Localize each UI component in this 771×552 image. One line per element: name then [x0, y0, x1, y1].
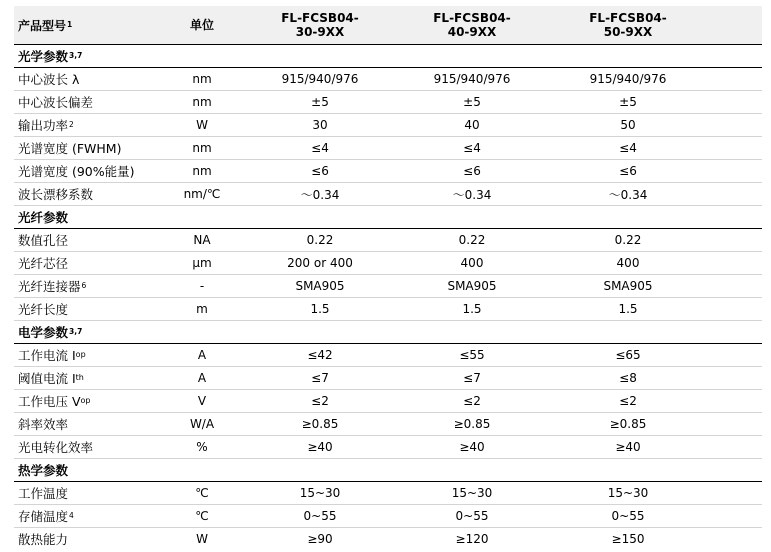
param-label: 阈值电流 I th — [18, 371, 84, 386]
value-50: 50 — [620, 118, 636, 132]
product-header-50: FL-FCSB04- 50-9XX — [589, 11, 667, 39]
value-30: ≥90 — [307, 532, 333, 546]
table-row — [14, 390, 762, 413]
param-label: 散热能力 — [18, 532, 69, 547]
value-40: 1.5 — [462, 302, 482, 316]
value-40: 0~55 — [455, 509, 489, 523]
value-30: ≤6 — [311, 164, 329, 178]
value-50: 915/940/976 — [589, 72, 667, 86]
value-40: ≤4 — [463, 141, 481, 155]
product-header-40: FL-FCSB04- 40-9XX — [433, 11, 511, 39]
section-title: 热学参数 — [18, 463, 69, 478]
table-row — [14, 344, 762, 367]
section-title: 光学参数 3,7 — [18, 49, 83, 64]
param-unit: μm — [192, 256, 212, 270]
param-label: 光纤长度 — [18, 302, 69, 317]
value-50: ±5 — [619, 95, 637, 109]
param-label: 中心波长偏差 — [18, 95, 94, 110]
value-30: 15~30 — [299, 486, 341, 500]
param-label: 波长漂移系数 — [18, 187, 94, 202]
value-50: ～0.34 — [608, 187, 648, 202]
param-unit: W/A — [189, 417, 215, 431]
table-row — [14, 183, 762, 206]
model-label: 产品型号 — [18, 18, 67, 33]
param-label: 数值孔径 — [18, 233, 69, 248]
param-label: 光谱宽度 (FWHM) — [18, 141, 122, 156]
param-unit: W — [196, 118, 208, 132]
param-unit: % — [196, 440, 208, 454]
value-30: 200 or 400 — [287, 256, 353, 270]
table-row — [14, 482, 762, 505]
value-40: ～0.34 — [452, 187, 492, 202]
table-row — [14, 160, 762, 183]
section-title: 电学参数 3,7 — [18, 325, 83, 340]
param-label: 工作电流 I op — [18, 348, 86, 363]
param-unit: NA — [193, 233, 211, 247]
value-50: ≥0.85 — [609, 417, 647, 431]
table-row — [14, 114, 762, 137]
value-50: ≥40 — [615, 440, 641, 454]
value-50: 0.22 — [614, 233, 642, 247]
param-unit: - — [199, 279, 205, 293]
param-unit: ℃ — [195, 486, 209, 500]
param-unit: nm — [192, 164, 212, 178]
table-row — [14, 68, 762, 91]
value-30: ～0.34 — [300, 187, 340, 202]
value-30: ≤7 — [311, 371, 329, 385]
value-30: ±5 — [311, 95, 329, 109]
value-50: 15~30 — [607, 486, 649, 500]
value-30: ≤4 — [311, 141, 329, 155]
value-40: 915/940/976 — [433, 72, 511, 86]
param-unit: ℃ — [195, 509, 209, 523]
table-body — [14, 45, 762, 550]
table-row — [14, 298, 762, 321]
value-50: ≤6 — [619, 164, 637, 178]
value-50: 1.5 — [618, 302, 638, 316]
param-unit: A — [197, 371, 207, 385]
table-row — [14, 436, 762, 459]
param-unit: W — [196, 532, 208, 546]
value-50: ≤2 — [619, 394, 637, 408]
value-50: ≤65 — [615, 348, 641, 362]
table-row — [14, 275, 762, 298]
param-label: 斜率效率 — [18, 417, 69, 432]
param-unit: V — [197, 394, 207, 408]
section-header — [14, 321, 762, 344]
section-header — [14, 45, 762, 68]
param-unit: nm — [192, 141, 212, 155]
param-unit: m — [196, 302, 208, 316]
product-header-30: FL-FCSB04- 30-9XX — [281, 11, 359, 39]
value-30: SMA905 — [295, 279, 345, 293]
value-30: ≤2 — [311, 394, 329, 408]
param-unit: nm/℃ — [183, 187, 221, 201]
param-unit: A — [197, 348, 207, 362]
value-30: 0~55 — [303, 509, 337, 523]
param-label: 中心波长 λ — [18, 72, 80, 87]
table-header — [14, 6, 762, 45]
value-40: 40 — [464, 118, 480, 132]
value-40: SMA905 — [447, 279, 497, 293]
section-header — [14, 459, 762, 482]
value-50: 400 — [616, 256, 640, 270]
spec-table — [14, 6, 762, 550]
param-unit: nm — [192, 95, 212, 109]
section-title: 光纤参数 — [18, 210, 69, 225]
value-40: 15~30 — [451, 486, 493, 500]
table-row — [14, 252, 762, 275]
section-header — [14, 206, 762, 229]
value-40: 400 — [460, 256, 484, 270]
param-label: 工作温度 — [18, 486, 69, 501]
param-label: 工作电压 V op — [18, 394, 91, 409]
table-row — [14, 528, 762, 550]
value-30: 0.22 — [306, 233, 334, 247]
value-30: 1.5 — [310, 302, 330, 316]
value-30: ≥0.85 — [301, 417, 339, 431]
param-label: 存储温度 4 — [18, 509, 74, 524]
table-row — [14, 367, 762, 390]
value-40: ≥0.85 — [453, 417, 491, 431]
param-label: 输出功率 2 — [18, 118, 74, 133]
value-40: ≥40 — [459, 440, 485, 454]
param-label: 光电转化效率 — [18, 440, 94, 455]
table-row — [14, 505, 762, 528]
value-50: ≤8 — [619, 371, 637, 385]
value-40: ≤2 — [463, 394, 481, 408]
value-40: ±5 — [463, 95, 481, 109]
value-50: 0~55 — [611, 509, 645, 523]
value-30: 30 — [312, 118, 328, 132]
param-unit: nm — [192, 72, 212, 86]
table-row — [14, 137, 762, 160]
unit-header: 单位 — [189, 18, 214, 32]
param-label: 光纤连接器 6 — [18, 279, 87, 294]
value-40: ≤55 — [459, 348, 485, 362]
value-30: ≥40 — [307, 440, 333, 454]
param-label: 光纤芯径 — [18, 256, 69, 271]
table-row — [14, 91, 762, 114]
value-50: ≤4 — [619, 141, 637, 155]
value-40: ≤7 — [463, 371, 481, 385]
value-40: ≤6 — [463, 164, 481, 178]
table-row — [14, 413, 762, 436]
value-30: 915/940/976 — [281, 72, 359, 86]
model-header: 产品型号 1 — [18, 18, 73, 33]
value-40: ≥120 — [455, 532, 489, 546]
param-label: 光谱宽度 (90%能量) — [18, 164, 135, 179]
value-50: SMA905 — [603, 279, 653, 293]
value-30: ≤42 — [307, 348, 333, 362]
table-row — [14, 229, 762, 252]
value-40: 0.22 — [458, 233, 486, 247]
value-50: ≥150 — [611, 532, 645, 546]
